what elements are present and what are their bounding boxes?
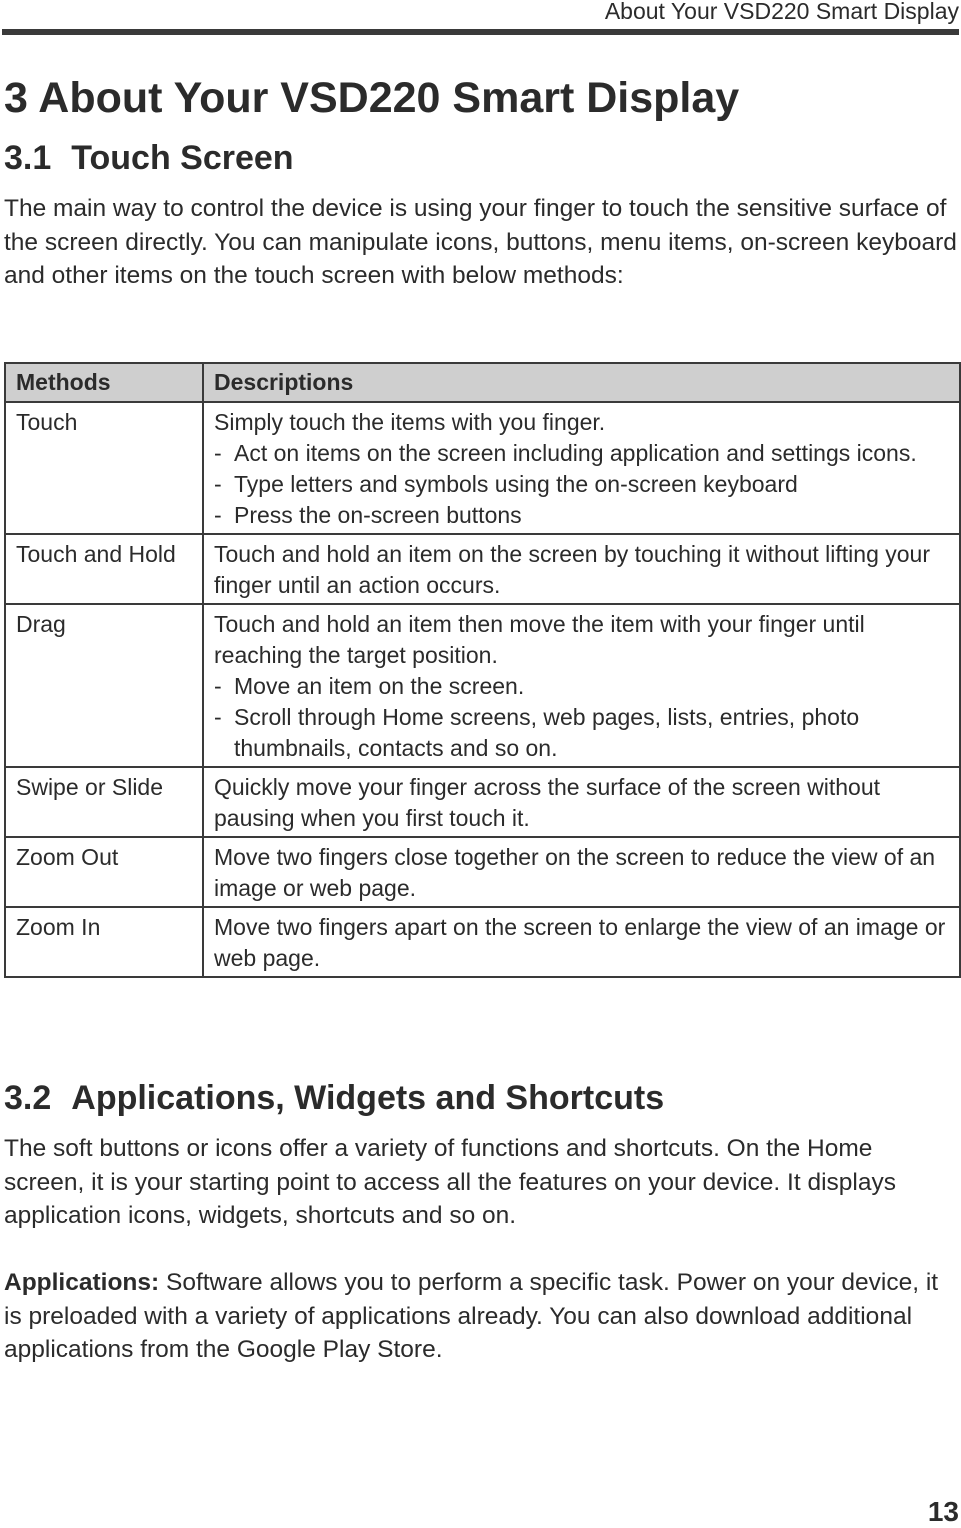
- bullet-item: [214, 500, 949, 531]
- running-header: About Your VSD220 Smart Display: [604, 0, 959, 24]
- page-number: 13: [927, 1496, 959, 1527]
- bullet-text: Act on items on the screen including application and settings icons.: [234, 440, 917, 466]
- bullet-dash: -: [214, 502, 222, 528]
- section-title: Touch Screen: [71, 139, 294, 177]
- method-cell: Zoom Out: [5, 837, 203, 907]
- header-rule: [2, 29, 959, 35]
- section-3-2-heading: [4, 1079, 664, 1118]
- applications-label: Applications:: [4, 1269, 160, 1296]
- description-cell: [203, 767, 960, 837]
- description-text: Move two fingers apart on the screen to enlarge the view of an image or web page.: [214, 914, 946, 971]
- bullet-text: Press the on-screen buttons: [234, 502, 522, 528]
- table-row: [5, 837, 960, 907]
- description-cell: [203, 534, 960, 604]
- bullet-text: Type letters and symbols using the on-screen keyboard: [234, 471, 798, 497]
- description-cell: [203, 837, 960, 907]
- table-row: [5, 907, 960, 977]
- description-cell: [203, 907, 960, 977]
- description-cell: [203, 402, 960, 534]
- header-descriptions: Descriptions: [203, 363, 960, 402]
- section-number: 3.1: [4, 139, 52, 177]
- bullet-dash: -: [214, 673, 222, 699]
- bullet-item: [214, 438, 949, 469]
- method-cell: Swipe or Slide: [5, 767, 203, 837]
- section-title: Applications, Widgets and Shortcuts: [71, 1079, 665, 1117]
- bullet-item: [214, 469, 949, 500]
- methods-table: [4, 362, 961, 978]
- description-text: Touch and hold an item then move the item with your finger until reaching the target position.: [214, 611, 865, 668]
- bullet-text: Scroll through Home screens, web pages, lists, entries, photo thumbnails, contacts and so on.: [234, 704, 860, 761]
- description-text: Touch and hold an item on the screen by touching it without lifting your finger until an action occurs.: [214, 541, 930, 598]
- table-row: [5, 534, 960, 604]
- description-cell: [203, 604, 960, 767]
- description-text: Simply touch the items with you finger.: [214, 409, 606, 435]
- method-cell: Touch: [5, 402, 203, 534]
- header-methods: Methods: [5, 363, 203, 402]
- section-3-2-intro: The soft buttons or icons offer a variety of functions and shortcuts. On the Home screen, it is your starting point to access all the features on your device. It displays application icons, widgets, shortcuts and so on.: [4, 1135, 896, 1229]
- chapter-title: 3 About Your VSD220 Smart Display: [4, 74, 740, 122]
- section-3-1-heading: [4, 139, 294, 178]
- applications-text: Software allows you to perform a specific task. Power on your device, it is preloaded with a variety of applications already. You can also download additional applications from the Google Play Store.: [4, 1269, 939, 1363]
- method-cell: Touch and Hold: [5, 534, 203, 604]
- method-cell: Zoom In: [5, 907, 203, 977]
- description-text: Quickly move your finger across the surface of the screen without pausing when you first touch it.: [214, 774, 881, 831]
- bullet-item: [214, 702, 949, 764]
- bullet-text: Move an item on the screen.: [234, 673, 525, 699]
- section-3-1-intro: The main way to control the device is using your finger to touch the sensitive surface of the screen directly. You can manipulate icons, buttons, menu items, on-screen keyboard and other items on the touch screen with below methods:: [4, 195, 957, 289]
- table-row: [5, 402, 960, 534]
- section-number: 3.2: [4, 1079, 52, 1117]
- method-cell: Drag: [5, 604, 203, 767]
- bullet-dash: -: [214, 440, 222, 466]
- table-header-row: [5, 363, 960, 402]
- table-row: [5, 604, 960, 767]
- bullet-dash: -: [214, 704, 222, 730]
- bullet-dash: -: [214, 471, 222, 497]
- table-row: [5, 767, 960, 837]
- applications-paragraph: [4, 1266, 959, 1367]
- bullet-item: [214, 671, 949, 702]
- description-text: Move two fingers close together on the screen to reduce the view of an image or web page.: [214, 844, 936, 901]
